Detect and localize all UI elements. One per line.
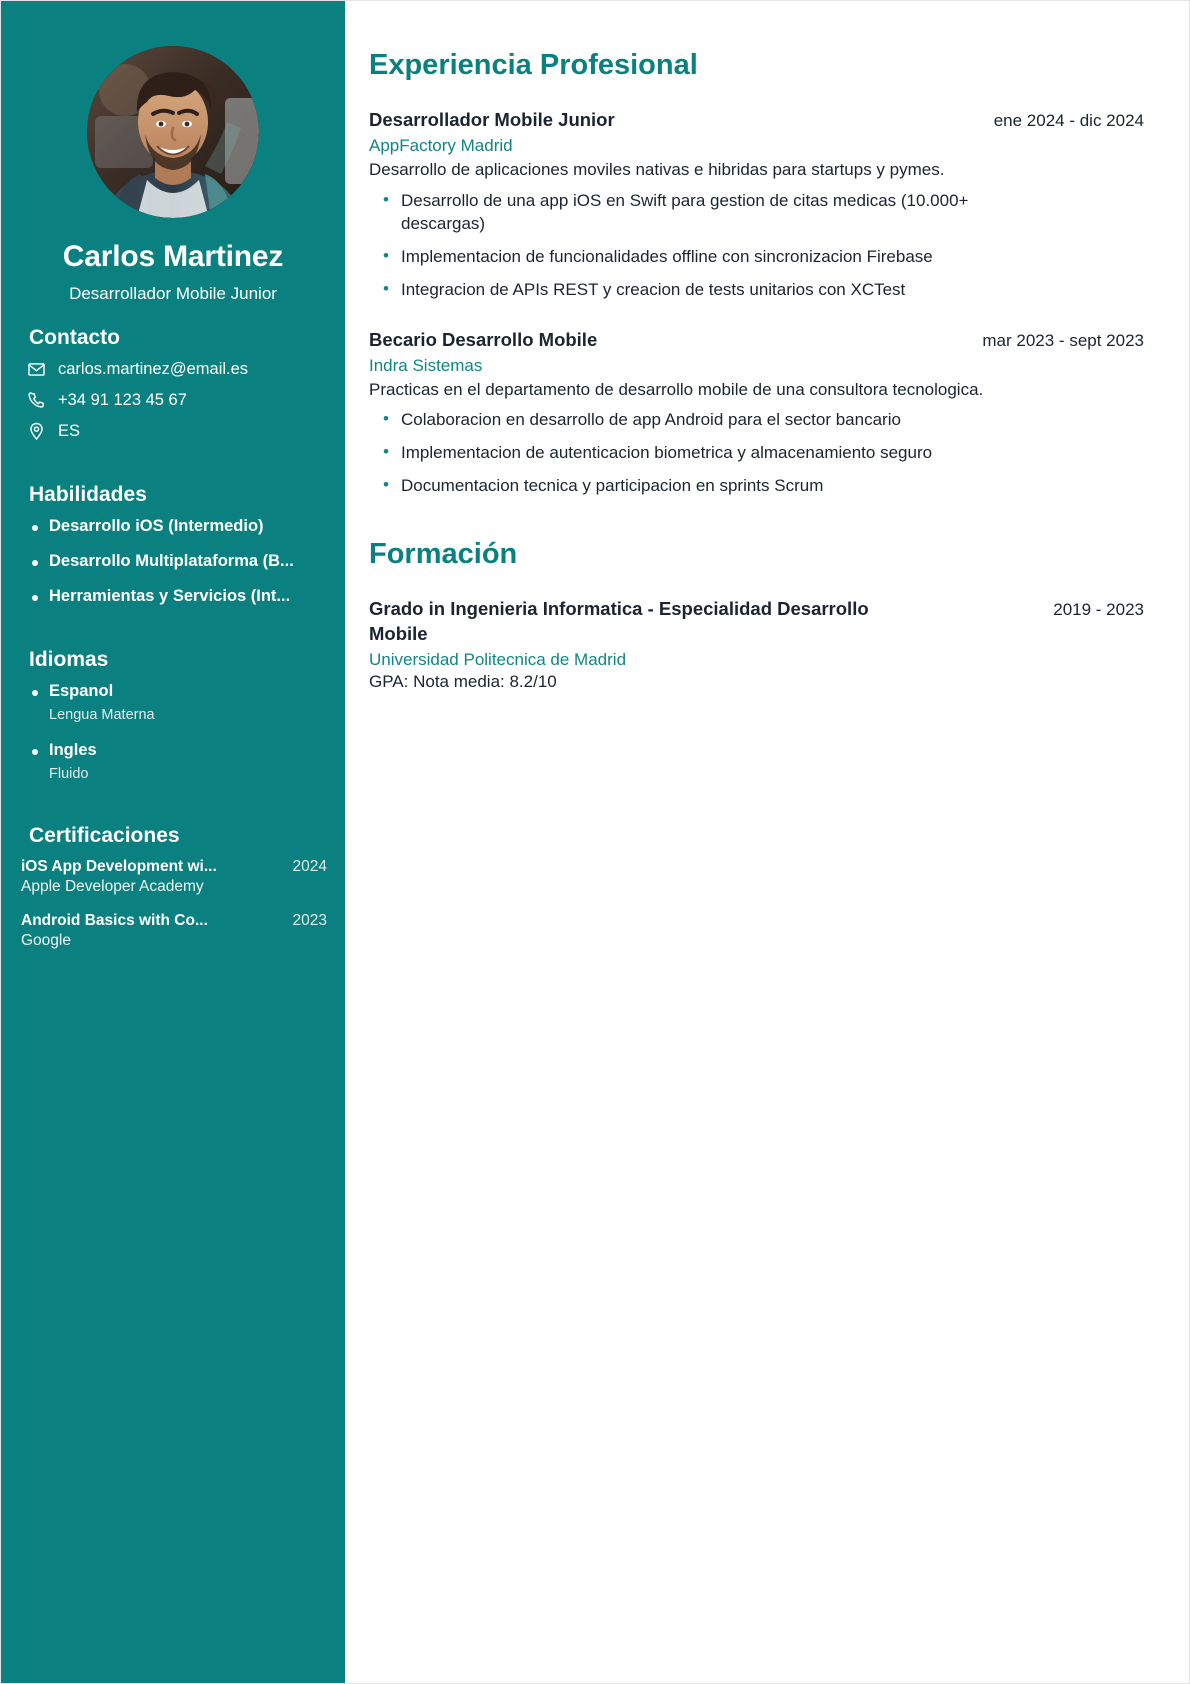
skills-list [19,517,327,606]
skills-heading: Habilidades [29,483,147,506]
language-item [27,682,327,723]
experience-description: Desarrollo de aplicaciones moviles nativas e hibridas para startups y pymes. [369,159,945,179]
contact-email-value: carlos.martinez@email.es [58,360,249,379]
certification-issuer: Google [21,932,71,949]
experience-highlight-item: • Desarrollo de una app iOS en Swift para gestion de citas medicas (10.000+ descargas) [369,189,1029,237]
certification-name: iOS App Development wi... [21,858,217,875]
language-level: Lengua Materna [49,707,155,723]
education-date-range: 2019 - 2023 [1053,599,1144,619]
certification-header [21,912,327,930]
experience-job-title: Desarrollador Mobile Junior [369,109,615,130]
certification-issuer: Apple Developer Academy [21,878,204,895]
certification-item [19,912,327,950]
certifications-heading: Certificaciones [29,824,180,847]
experience-date-range: ene 2024 - dic 2024 [993,111,1144,130]
skill-item: Desarrollo iOS (Intermedio) [27,517,327,536]
languages-list [19,682,327,782]
experience-highlight-item: • Implementacion de autenticacion biometrica y almacenamiento seguro [369,441,1029,465]
language-name: Espanol [49,682,114,700]
person-name: Carlos Martinez [62,240,284,273]
certification-year: 2024 [292,858,327,875]
language-level: Fluido [49,766,89,782]
sidebar [1,1,345,1683]
contact-email[interactable] [27,360,327,379]
certification-year: 2023 [292,912,327,929]
experience-entry-header [369,108,1144,133]
contact-phone-value: +34 91 123 45 67 [58,391,187,410]
education-degree: Grado in Ingenieria Informatica - Especialidad Desarrollo Mobile [369,597,869,644]
education-gpa: GPA: Nota media: 8.2/10 [369,671,557,691]
languages-heading: Idiomas [29,648,109,671]
contact-phone[interactable] [27,391,327,410]
main-content [345,1,1189,1683]
envelope-icon [27,360,46,379]
education-entry [369,597,1144,692]
contact-location [27,422,327,441]
skill-item: Desarrollo Multiplataforma (B... [27,552,327,571]
experience-entry [369,108,1144,302]
contact-location-value: ES [58,422,81,441]
language-name: Ingles [49,741,97,759]
experience-section-title: Experiencia Profesional [369,49,698,81]
certification-name: Android Basics with Co... [21,912,208,929]
phone-icon [27,391,46,410]
avatar-container [19,1,327,218]
experience-highlight-item: • Integracion de APIs REST y creacion de tests unitarios con XCTest [369,278,1029,302]
certification-header [21,858,327,876]
experience-highlight-item: • Colaboracion en desarrollo de app Android para el sector bancario [369,408,1029,432]
experience-entry-header [369,328,1144,353]
certifications-list [19,858,327,950]
experience-highlight-item: • Implementacion de funcionalidades offline con sincronizacion Firebase [369,245,1029,269]
experience-entry [369,328,1144,498]
skill-item: Herramientas y Servicios (Int... [27,587,327,606]
contact-list [19,360,327,441]
experience-highlights [369,189,1144,302]
location-pin-icon [27,422,46,441]
experience-date-range: mar 2023 - sept 2023 [982,330,1144,350]
experience-highlight-item: • Documentacion tecnica y participacion en sprints Scrum [369,474,1029,498]
language-item [27,741,327,782]
experience-company: AppFactory Madrid [369,135,513,155]
avatar-photo [87,46,259,218]
experience-highlights [369,408,1144,497]
education-institution: Universidad Politecnica de Madrid [369,649,627,669]
education-entry-header [369,597,1144,647]
avatar [87,46,259,218]
certification-item [19,858,327,896]
experience-company: Indra Sistemas [369,355,483,375]
person-role: Desarrollador Mobile Junior [69,284,277,303]
education-section-title: Formación [369,537,518,570]
experience-job-title: Becario Desarrollo Mobile [369,328,598,350]
experience-description: Practicas en el departamento de desarrollo mobile de una consultora tecnologica. [369,379,984,399]
contact-heading: Contacto [29,326,120,349]
